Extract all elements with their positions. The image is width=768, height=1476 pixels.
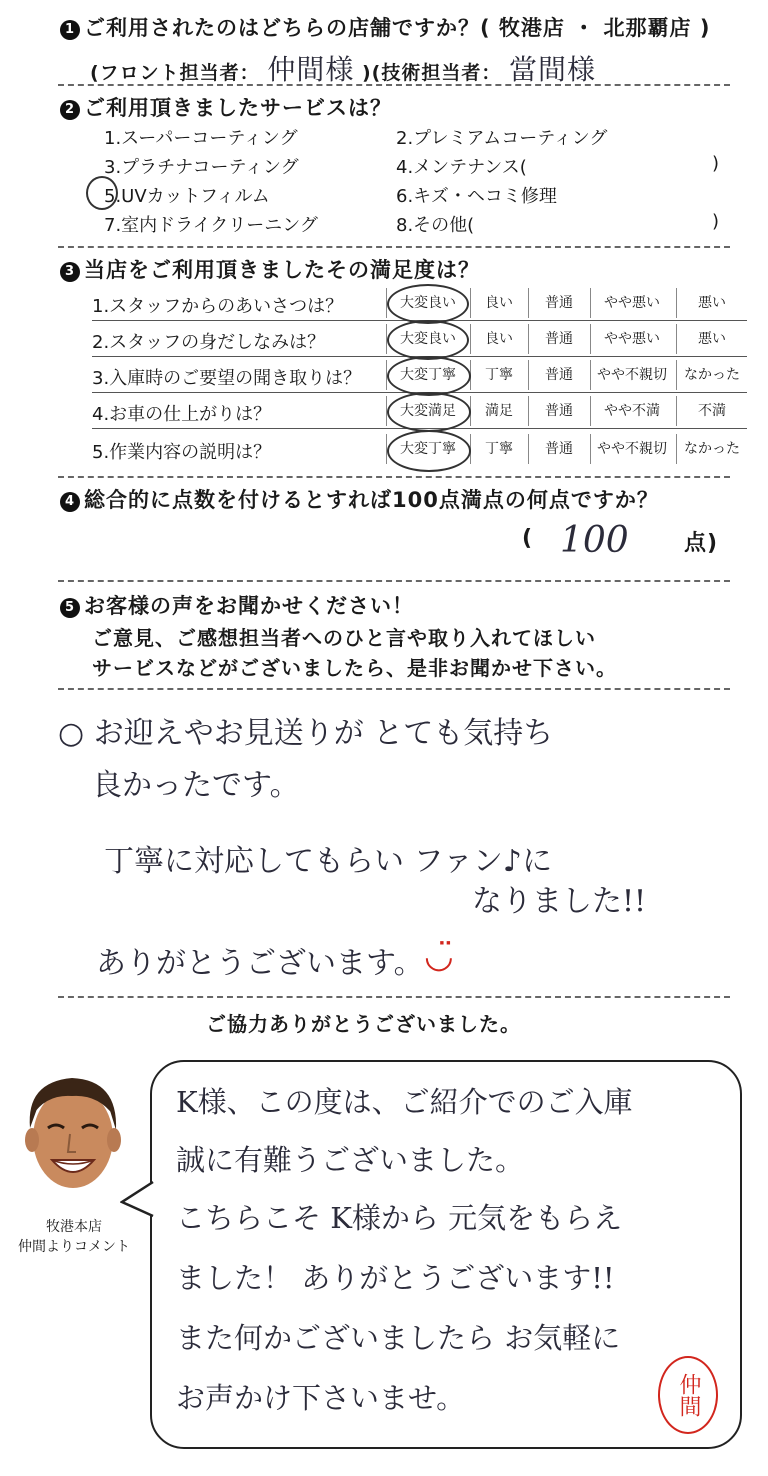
rating-label: 5.作業内容の説明は？ xyxy=(92,442,272,463)
rating-selection-circle xyxy=(387,430,471,472)
rating-selection-circle xyxy=(387,392,471,432)
question-5-sub-2: サービスなどがございましたら、是非お聞かせ下さい。 xyxy=(92,656,617,680)
question-1-text: ご利用されたのはどちらの店舗ですか？( 牧港店 ・ 北那覇店 ) xyxy=(84,16,711,40)
customer-comment-line: 丁寧に対応してもらい ファン♪に xyxy=(104,844,553,879)
score-unit: 点) xyxy=(684,531,719,556)
staff-caption-2 xyxy=(12,1236,136,1256)
divider xyxy=(58,996,730,998)
front-staff-label: (フロント担当者： xyxy=(90,62,260,84)
front-staff-value: 仲間様 xyxy=(267,53,355,86)
customer-comment-line: ありがとうございます。 xyxy=(96,946,424,981)
question-2 xyxy=(60,92,392,122)
rating-option: なかった xyxy=(684,441,740,457)
staff-portrait xyxy=(12,1064,134,1214)
rating-label: 3.入庫時のご要望の聞き取りは？ xyxy=(92,368,362,389)
question-5-text: お客様の声をお聞かせください！ xyxy=(84,594,414,618)
name-seal-stamp: 仲間 xyxy=(658,1356,718,1434)
rating-option: 普通 xyxy=(545,295,573,311)
speech-bubble-tail xyxy=(120,1180,156,1220)
q1-staff-line xyxy=(90,48,596,88)
rating-option: 良い xyxy=(485,295,513,311)
divider xyxy=(58,580,730,582)
question-5-sub-1: ご意見、ご感想担当者へのひと言や取り入れてほしい xyxy=(92,626,596,650)
rating-option: 大変丁寧 xyxy=(400,367,456,383)
rating-option: なかった xyxy=(684,367,740,383)
question-2-text: ご利用頂きましたサービスは？ xyxy=(84,96,392,120)
question-4-number: 4 xyxy=(60,492,80,512)
rating-option: 悪い xyxy=(698,331,726,347)
rating-option: やや悪い xyxy=(604,331,660,347)
customer-comment-line: 良かったです。 xyxy=(92,768,300,803)
rating-option: 普通 xyxy=(545,331,573,347)
service-option: 3.プラチナコーティング xyxy=(104,157,299,178)
question-4-text: 総合的に点数を付けるとすれば100点満点の何点ですか？ xyxy=(84,488,659,512)
score-value: 100 xyxy=(560,520,629,561)
rating-option: 大変良い xyxy=(400,331,456,347)
staff-comment-line: また何かございましたら お気軽に xyxy=(176,1321,621,1355)
rating-label: 4.お車の仕上がりは？ xyxy=(92,404,272,425)
staff-comment-line: K様、この度は、ご紹介でのご入庫 xyxy=(176,1085,633,1119)
staff-caption-line-2: 仲間よりコメント xyxy=(18,1239,130,1255)
rating-option: 普通 xyxy=(545,403,573,419)
question-3-number: 3 xyxy=(60,262,80,282)
rating-option: 丁寧 xyxy=(485,441,513,457)
divider xyxy=(58,476,730,478)
staff-caption-line-1: 牧港本店 xyxy=(46,1219,102,1235)
staff-caption xyxy=(34,1216,114,1236)
service-option: 2.プレミアムコーティング xyxy=(396,128,608,149)
question-2-number: 2 xyxy=(60,100,80,120)
question-5 xyxy=(60,590,414,620)
rating-selection-circle xyxy=(387,356,471,396)
divider xyxy=(58,84,730,86)
rating-option: やや不満 xyxy=(604,403,660,419)
divider xyxy=(58,246,730,248)
rating-option: 普通 xyxy=(545,367,573,383)
paren-close: ) xyxy=(712,211,720,232)
rating-option: 普通 xyxy=(545,441,573,457)
staff-comment-line: お声かけ下さいませ。 xyxy=(176,1381,466,1415)
service-option: 1.スーパーコーティング xyxy=(104,128,298,149)
question-3 xyxy=(60,254,480,284)
staff-comment-line: 誠に有難うございました。 xyxy=(176,1143,525,1177)
service-option: 6.キズ・ヘコミ修理 xyxy=(396,186,557,207)
customer-comment-line: ○ お迎えやお見送りが とても気持ち xyxy=(58,716,554,751)
rating-option: 満足 xyxy=(485,403,513,419)
customer-comment-line: なりました!! xyxy=(472,884,647,919)
rating-option: 大変満足 xyxy=(400,403,456,419)
question-3-text: 当店をご利用頂きましたその満足度は？ xyxy=(84,258,480,282)
service-option-selected: 5.UVカットフィルム xyxy=(104,186,270,207)
question-1 xyxy=(60,12,710,42)
service-option: 8.その他( xyxy=(396,215,475,236)
smile-doodle: ◡̈ xyxy=(424,936,454,976)
service-option: 4.メンテナンス( xyxy=(396,157,527,178)
rating-option: やや不親切 xyxy=(597,367,667,383)
rating-option: 丁寧 xyxy=(485,367,513,383)
selection-circle xyxy=(86,176,118,210)
rating-option: 大変丁寧 xyxy=(400,441,456,457)
score-open-paren: ( xyxy=(522,526,534,551)
rating-option: 大変良い xyxy=(400,295,456,311)
staff-comment-line: ました！ ありがとうございます!! xyxy=(176,1261,615,1295)
thanks-footer: ご協力ありがとうございました。 xyxy=(206,1012,521,1036)
paren-close: ) xyxy=(712,153,720,174)
tech-staff-value: 當間様 xyxy=(508,53,596,86)
service-option: 7.室内ドライクリーニング xyxy=(104,215,318,236)
rating-option: 悪い xyxy=(698,295,726,311)
rating-option: 不満 xyxy=(698,403,726,419)
rating-option: 良い xyxy=(485,331,513,347)
rating-label: 2.スタッフの身だしなみは？ xyxy=(92,332,326,353)
rating-selection-circle xyxy=(387,284,469,324)
question-4 xyxy=(60,484,659,514)
rating-label: 1.スタッフからのあいさつは？ xyxy=(92,296,344,317)
rating-option: やや不親切 xyxy=(597,441,667,457)
question-5-number: 5 xyxy=(60,598,80,618)
divider xyxy=(58,688,730,690)
rating-option: やや悪い xyxy=(604,295,660,311)
question-1-number: 1 xyxy=(60,20,80,40)
rating-selection-circle xyxy=(387,320,469,360)
tech-staff-label: )(技術担当者： xyxy=(361,62,502,84)
staff-comment-line: こちらこそ K様から 元気をもらえ xyxy=(176,1201,623,1235)
